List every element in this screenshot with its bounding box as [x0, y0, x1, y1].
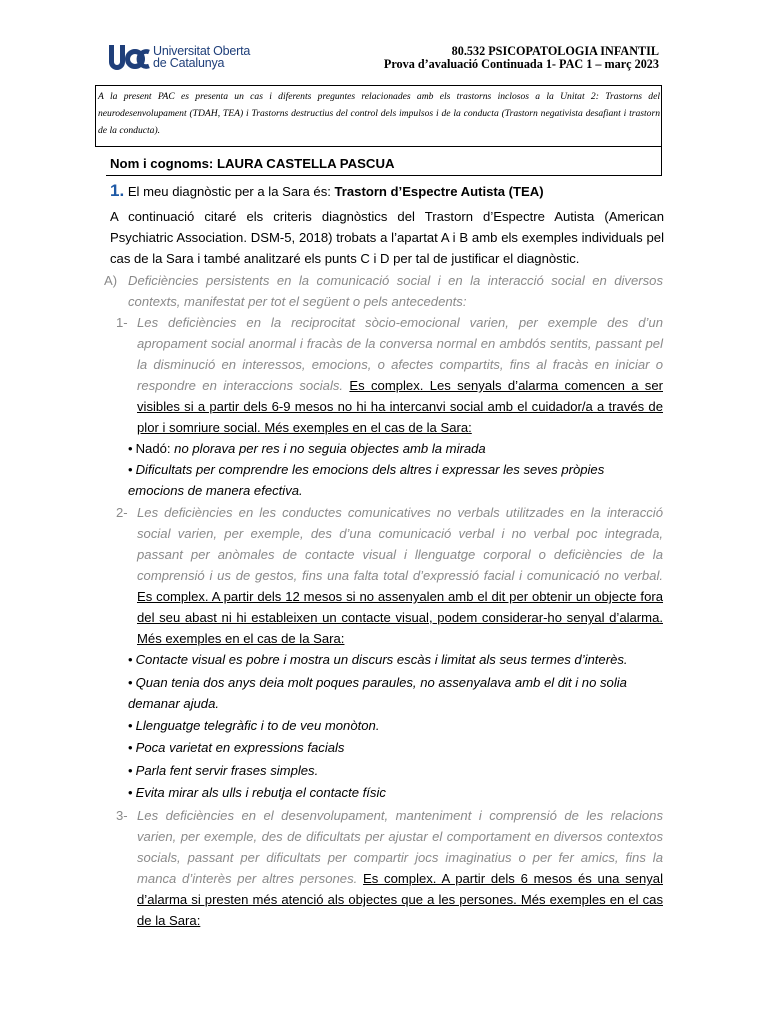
question-number: 1.	[110, 181, 125, 200]
item-1-comment: Es complex. Les senyals d’alarma comencen a ser visibles si a partir dels 6-9 mesos no hi ha intercanvi social amb el cuidador/a a través de plor i somriure social. Més exemples en el cas de la Sara:	[137, 378, 663, 435]
bullet-dot: •	[128, 675, 133, 690]
item-1-marker: 1-	[116, 315, 128, 330]
uoc-logo-mark	[107, 43, 151, 75]
item-2-bullet	[128, 649, 663, 670]
logo-line-1: Universitat Oberta	[153, 44, 251, 58]
bullet-text: no plorava per res i no seguia objectes amb la mirada	[174, 441, 486, 456]
item-2-comment: Es complex. A partir dels 12 mesos si no assenyalen amb el dit per obtenir un objecte fora del seu abast ni hi estableixen un contacte visual, podem considerar-ho senyal d’alarma. Més exemples en el cas de la Sara:	[137, 589, 663, 646]
bullet-text: Evita mirar als ulls i rebutja el contacte físic	[135, 785, 386, 800]
bullet-text: Contacte visual es pobre i mostra un discurs escàs i limitat als seus termes d’interès.	[135, 652, 628, 667]
course-title: 80.532 PSICOPATOLOGIA INFANTIL	[451, 44, 659, 58]
bullet-text: Parla fent servir frases simples.	[135, 763, 319, 778]
document-header	[384, 45, 659, 71]
item-1-bullet	[128, 438, 663, 459]
item-3-marker: 3-	[116, 808, 128, 823]
item-2-bullet	[128, 672, 663, 714]
item-3-paragraph	[137, 805, 663, 931]
item-3-criterion: Les deficiències en el desenvolupament, manteniment i comprensió de les relacions varien, per exemple, des de dificultats per ajustar el comportament en diversos contextos socials, passant per dificultats per compartir jocs imaginatius o per fer amics, fins la manca d’interès per altres persones.	[137, 808, 663, 886]
bullet-dot: •	[128, 441, 133, 456]
item-1-bullet	[128, 459, 663, 501]
diagnosis-answer: Trastorn d’Espectre Autista (TEA)	[334, 184, 544, 199]
item-2-paragraph	[137, 502, 663, 649]
item-1-criterion: Les deficiències en la reciprocitat sòcio-emocional varien, per exemple des d’un apropament social anormal i fracàs de la conversa normal en ambdós sentits, passant pel la disminució en interessos, emocions, o afectes compartits, fins al fracàs en iniciar o respondre en interaccions socials.	[137, 315, 663, 393]
bullet-text: Dificultats per comprendre les emocions dels altres i expressar les seves pròpies emocions de manera efectiva.	[128, 462, 605, 498]
exam-title: Prova d’avaluació Continuada 1- PAC 1 – març 2023	[383, 57, 659, 71]
question-text: El meu diagnòstic per a la Sara és:	[124, 184, 335, 199]
bullet-dot: •	[128, 652, 133, 667]
bullet-dot: •	[128, 785, 133, 800]
bullet-dot: •	[128, 740, 133, 755]
bullet-dot: •	[128, 462, 133, 477]
section-a-text: Deficiències persistents en la comunicació social i en la interacció social en diversos contexts, manifestat per tot el següent o pels antecedents:	[128, 273, 663, 309]
bullet-text: Quan tenia dos anys deia molt poques paraules, no assenyalava amb el dit i no solia demanar ajuda.	[128, 675, 627, 711]
student-name: Nom i cognoms: LAURA CASTELLA PASCUA	[110, 156, 395, 171]
bullet-text: Poca varietat en expressions facials	[135, 740, 345, 755]
question-1	[110, 180, 670, 202]
item-2-marker: 2-	[116, 505, 128, 520]
item-1-paragraph	[137, 312, 663, 438]
bullet-text: Llenguatge telegràfic i to de veu monòton.	[135, 718, 380, 733]
intro-text: A la present PAC es presenta un cas i diferents preguntes relacionades amb els trastorns inclosos a la Unitat 2: Trastorns del neurodesenvolupament (TDAH, TEA) i Trastorns destructius del control dels impulsos i de la conducta (Trastorn negativista desafiant i trastorn de la conducta).	[98, 91, 660, 136]
item-2-criterion: Les deficiències en les conductes comunicatives no verbals utilitzades en la interacció social varien, per exemple, des d’una comunicació verbal i no verbal poc integrada, passant per anòmales de contacte visual i llenguatge corporal o deficiències de la comprensió i us de gestos, fins una falta total d’expressió facial i comunicació no verbal.	[137, 505, 663, 583]
item-2-bullet	[128, 715, 663, 736]
uoc-logo-text	[153, 45, 250, 69]
bullet-dot: •	[128, 763, 133, 778]
logo-line-2: de Catalunya	[153, 56, 225, 70]
uoc-logo	[107, 40, 252, 76]
intro-paragraph: A continuació citaré els criteris diagnòstics del Trastorn d’Espectre Autista (American Psychiatric Association. DSM-5, 2018) trobats a l’apartat A i B amb els exemples individuals pel cas de la Sara i també analitzaré els punts C i D per tal de justificar el diagnòstic.	[110, 209, 664, 266]
item-3-comment: Es complex. A partir dels 6 mesos és una senyal d’alarma si presten més atenció als objectes que a les persones. Més exemples en el cas de la Sara:	[137, 871, 663, 928]
bullet-lead: Nadó:	[135, 441, 175, 456]
item-2-bullet	[128, 782, 663, 803]
item-2-bullet	[128, 760, 663, 781]
item-2-bullet	[128, 737, 663, 758]
section-a-marker: A)	[104, 273, 118, 288]
bullet-dot: •	[128, 718, 133, 733]
